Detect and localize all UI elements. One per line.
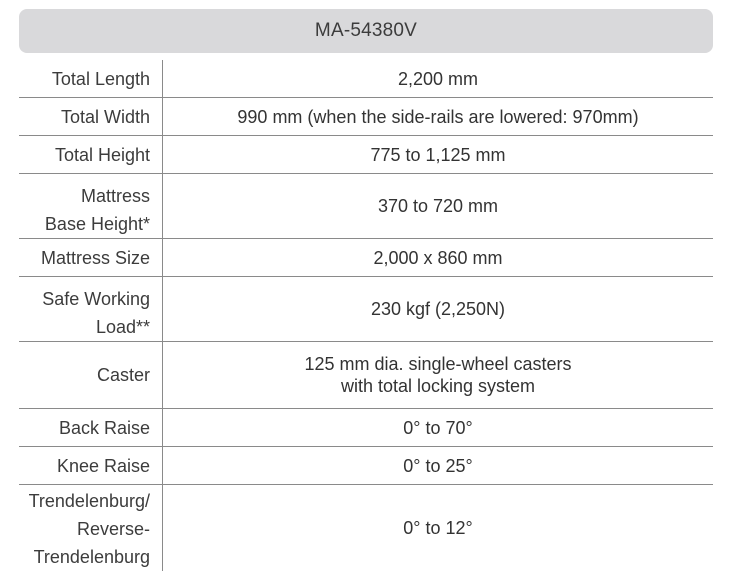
spec-value-line: 370 to 720 mm [377,196,499,216]
spec-label [19,239,163,276]
spec-row-total-length [19,60,713,98]
spec-label-line: Caster [96,365,150,385]
spec-value [163,60,713,97]
spec-value [163,174,713,238]
spec-value-line: with total locking system [340,376,536,396]
spec-label [19,60,163,97]
spec-row-mattress-base-height [19,174,713,239]
spec-table [19,60,713,571]
spec-value-line: 775 to 1,125 mm [370,144,506,165]
spec-label-line: Reverse- [76,519,150,539]
spec-label [19,174,163,238]
spec-value-line: 2,000 x 860 mm [373,247,503,268]
spec-value [163,485,713,571]
spec-value [163,136,713,173]
spec-value-line: 0° to 12° [403,518,473,538]
spec-value-line: 990 mm (when the side-rails are lowered: 970mm) [237,106,639,127]
spec-value-line: 0° to 70° [403,417,473,438]
spec-label-line: Total Height [54,144,150,165]
spec-label [19,447,163,484]
spec-label-line: Back Raise [58,417,150,438]
spec-label [19,342,163,408]
spec-label-line: Safe Working [42,289,150,309]
spec-label-line: Trendelenburg [33,547,150,567]
spec-value [163,98,713,135]
spec-value-line: 230 kgf (2,250N) [370,299,506,319]
spec-label [19,485,163,571]
spec-row-knee-raise [19,447,713,485]
spec-value [163,239,713,276]
spec-label [19,277,163,341]
spec-row-total-height [19,136,713,174]
spec-row-back-raise [19,409,713,447]
model-header [19,9,713,53]
spec-value-line: 125 mm dia. single-wheel casters [304,354,572,374]
spec-value [163,277,713,341]
spec-value-line: 0° to 25° [403,455,473,476]
spec-value [163,409,713,446]
spec-label-line: Total Width [60,106,150,127]
spec-label [19,98,163,135]
spec-row-safe-working-load [19,277,713,342]
spec-label-line: Mattress Size [40,247,150,268]
spec-label [19,409,163,446]
spec-label-line: Total Length [51,68,150,89]
spec-value-line: 2,200 mm [397,68,479,89]
spec-value [163,447,713,484]
spec-label-line: Load** [95,317,150,337]
spec-row-caster [19,342,713,409]
spec-value [163,342,713,408]
spec-label-line: Knee Raise [56,455,150,476]
spec-label-line: Base Height* [44,214,150,234]
spec-row-trendelenburg [19,485,713,571]
model-name: MA-54380V [314,20,418,41]
spec-label-line: Trendelenburg/ [28,491,150,511]
spec-row-total-width [19,98,713,136]
spec-label-line: Mattress [80,186,150,206]
spec-label [19,136,163,173]
spec-row-mattress-size [19,239,713,277]
